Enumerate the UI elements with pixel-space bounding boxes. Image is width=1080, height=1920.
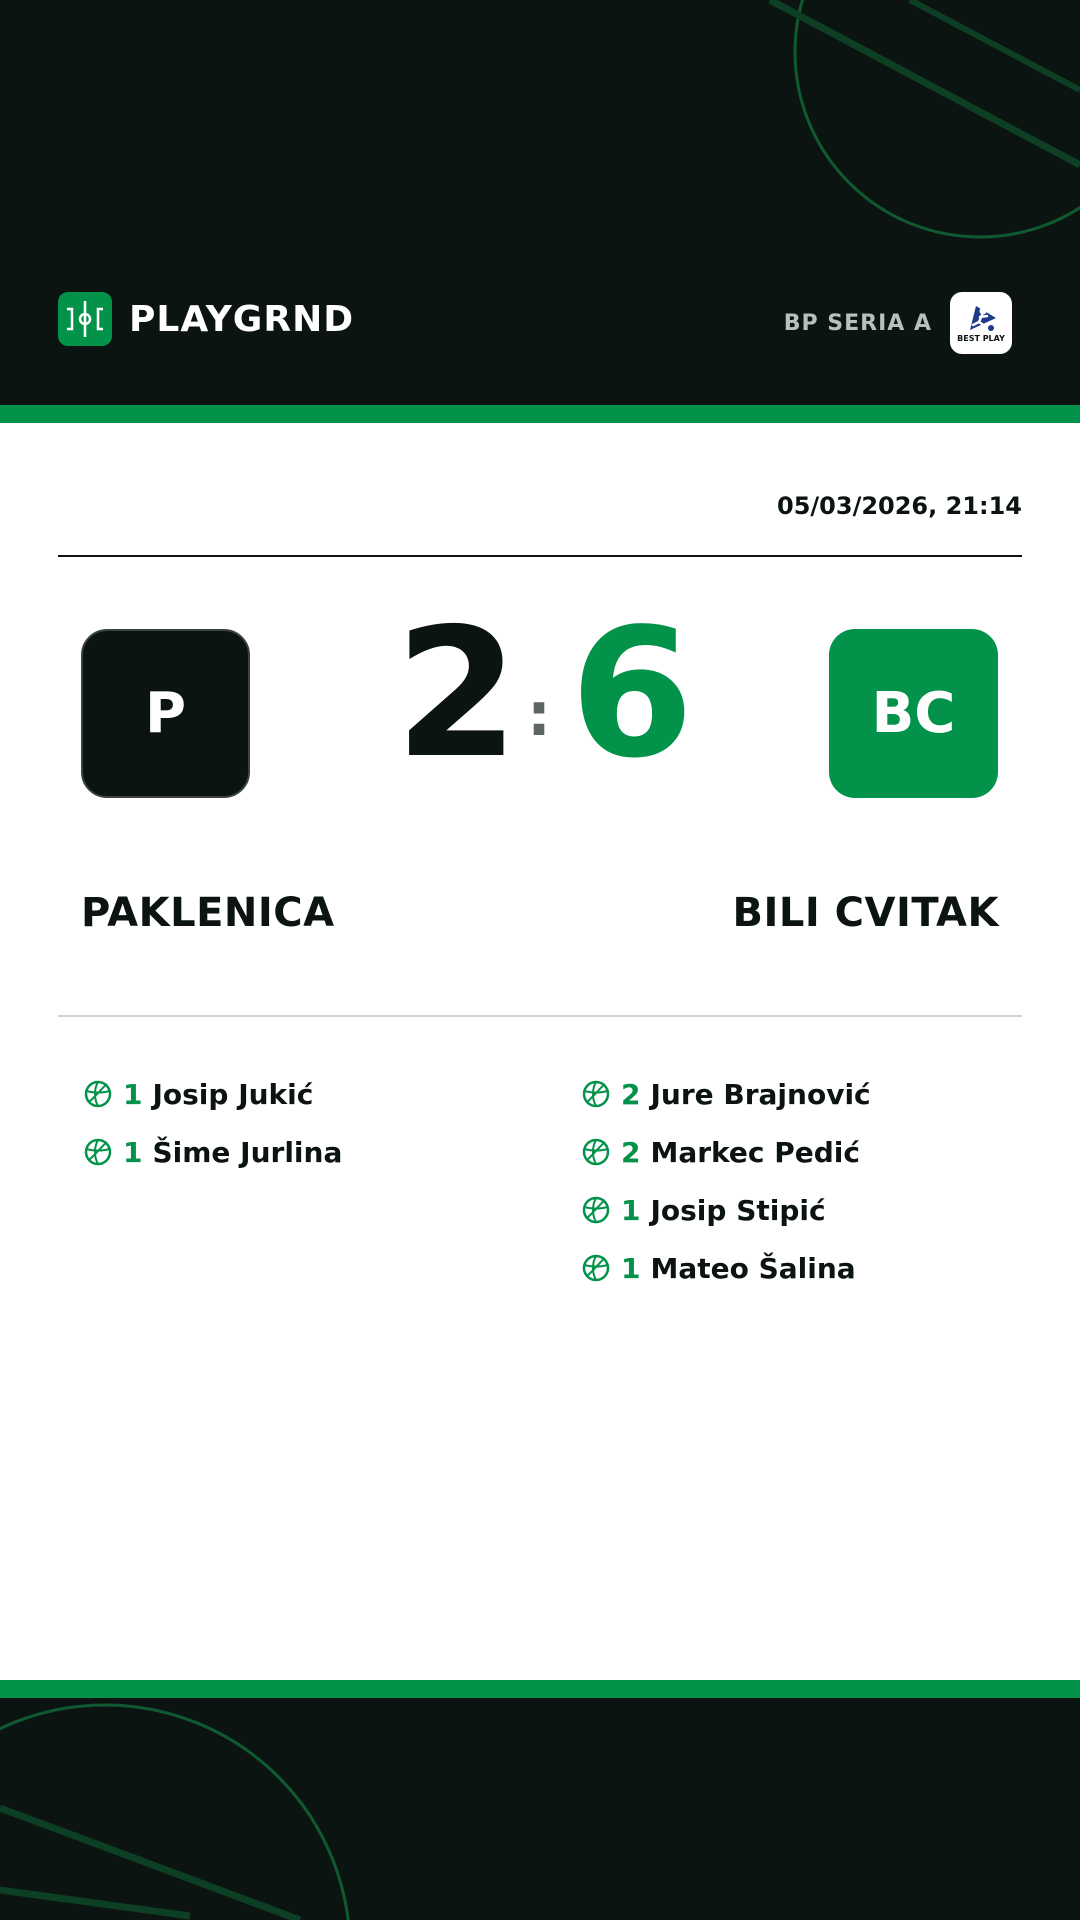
ball-icon	[581, 1079, 611, 1109]
player-name: Josip Stipić	[650, 1193, 826, 1227]
accent-stripe-bottom	[0, 1680, 1080, 1698]
scorer-item	[581, 1123, 871, 1181]
goal-count: 1	[123, 1077, 143, 1111]
player-name: Mateo Šalina	[650, 1251, 856, 1285]
ball-icon	[581, 1195, 611, 1225]
home-team-name: PAKLENICA	[81, 890, 335, 936]
scorer-item	[83, 1065, 342, 1123]
pitch-icon	[58, 292, 112, 346]
away-scorers-list	[581, 1065, 871, 1297]
goal-count: 2	[621, 1135, 641, 1169]
ball-icon	[581, 1253, 611, 1283]
divider	[58, 555, 1022, 557]
scorer-item	[581, 1181, 871, 1239]
league-logo-text: BEST PLAY	[957, 334, 1005, 343]
score-separator: :	[527, 680, 551, 750]
player-name: Markec Pedić	[650, 1135, 861, 1169]
league	[784, 292, 1012, 354]
brand-name: PLAYGRND	[129, 298, 355, 340]
scorer-item	[83, 1123, 342, 1181]
league-name: BP SERIA A	[783, 310, 932, 336]
away-score: 6	[570, 590, 694, 797]
ball-icon	[83, 1079, 113, 1109]
match-datetime: 05/03/2026, 21:14	[777, 492, 1022, 520]
accent-stripe-top	[0, 405, 1080, 423]
header-panel	[0, 0, 1080, 405]
goal-count: 1	[123, 1135, 143, 1169]
brand	[58, 292, 354, 346]
home-team-badge: P	[81, 629, 250, 798]
ball-icon	[83, 1137, 113, 1167]
scorer-item	[581, 1239, 871, 1297]
goal-count: 2	[621, 1077, 641, 1111]
scorer-item	[581, 1065, 871, 1123]
player-name: Jure Brajnović	[650, 1077, 871, 1111]
away-team-name: BILI CVITAK	[732, 890, 999, 936]
player-name: Josip Jukić	[152, 1077, 314, 1111]
goal-count: 1	[621, 1251, 641, 1285]
home-scorers-list	[83, 1065, 342, 1181]
player-kick-icon	[962, 303, 1000, 333]
ball-icon	[581, 1137, 611, 1167]
divider	[58, 1015, 1022, 1017]
player-name: Šime Jurlina	[152, 1135, 343, 1169]
league-logo	[950, 292, 1012, 354]
pitch-decoration-bottom	[0, 1698, 1080, 1920]
home-score: 2	[395, 590, 519, 797]
goal-count: 1	[621, 1193, 641, 1227]
away-team-badge: BC	[829, 629, 998, 798]
footer-panel	[0, 1698, 1080, 1920]
